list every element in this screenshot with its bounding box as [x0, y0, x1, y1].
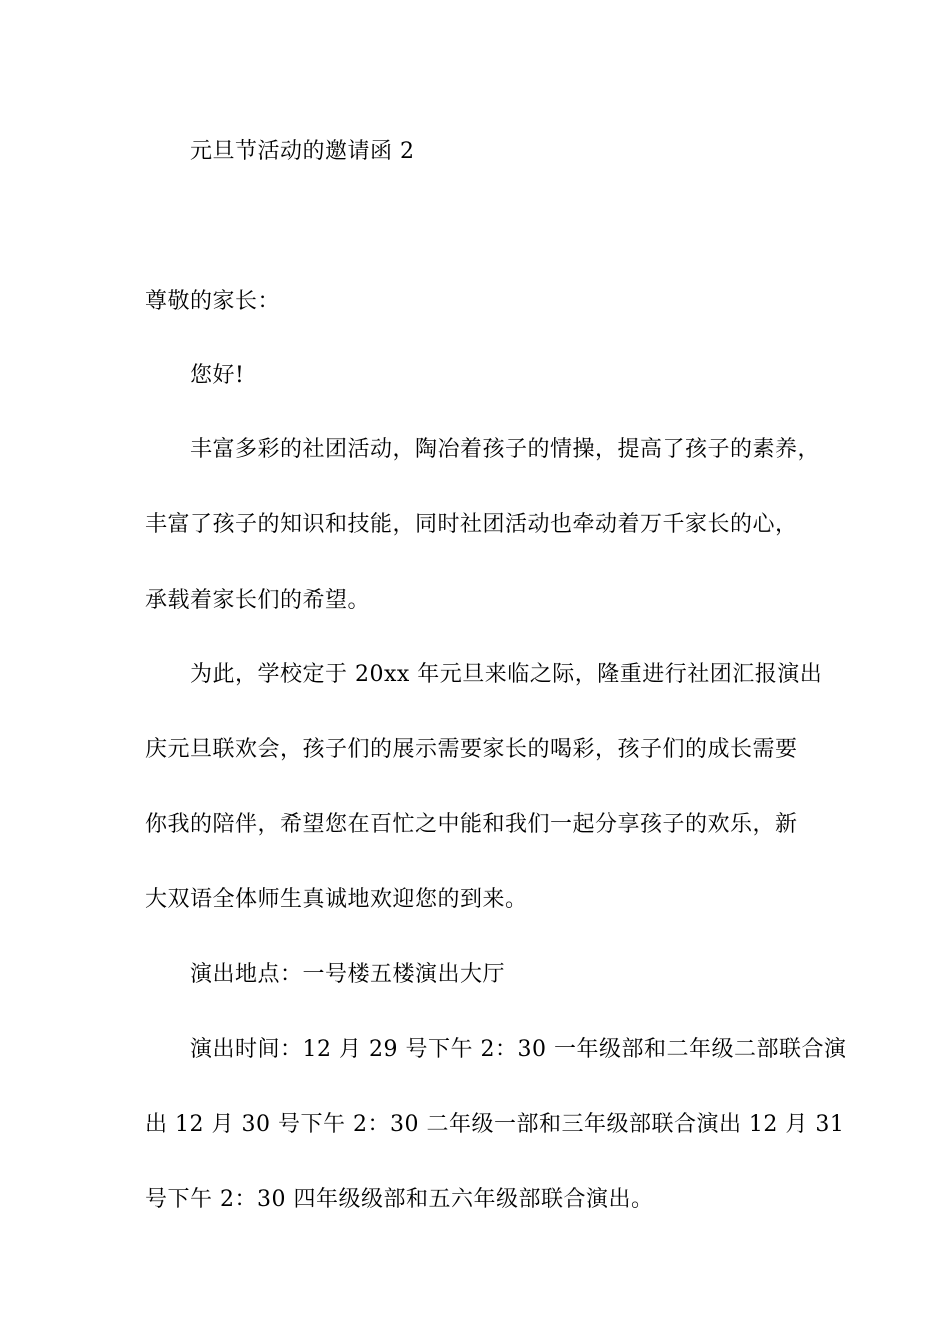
schedule-line3: 号下午 2：30 四年级级部和五六年级部联合演出。: [145, 1187, 654, 1212]
paragraph2-line4: 大双语全体师生真诚地欢迎您的到来。: [145, 887, 528, 912]
paragraph1-line3: 承载着家长们的希望。: [145, 588, 371, 613]
paragraph2-line3: 你我的陪伴，希望您在百忙之中能和我们一起分享孩子的欢乐，新: [145, 812, 798, 837]
paragraph1-line2: 丰富了孩子的知识和技能，同时社团活动也牵动着万千家长的心，: [145, 512, 798, 537]
paragraph2-line2: 庆元旦联欢会，孩子们的展示需要家长的喝彩，孩子们的成长需要: [145, 737, 798, 762]
paragraph2-line1: 为此，学校定于 20xx 年元旦来临之际，隆重进行社团汇报演出: [190, 662, 823, 687]
schedule-line1: 演出时间：12 月 29 号下午 2：30 一年级部和二年级二部联合演: [190, 1037, 847, 1062]
salutation: 尊敬的家长：: [145, 289, 281, 314]
greeting: 您好!: [190, 363, 245, 388]
schedule-line2: 出 12 月 30 号下午 2：30 二年级一部和三年级部联合演出 12 月 31: [145, 1112, 845, 1137]
performance-location: 演出地点：一号楼五楼演出大厅: [190, 962, 506, 987]
document-title: 元旦节活动的邀请函 2: [190, 139, 415, 164]
paragraph1-line1: 丰富多彩的社团活动，陶冶着孩子的情操，提高了孩子的素养，: [190, 437, 821, 462]
